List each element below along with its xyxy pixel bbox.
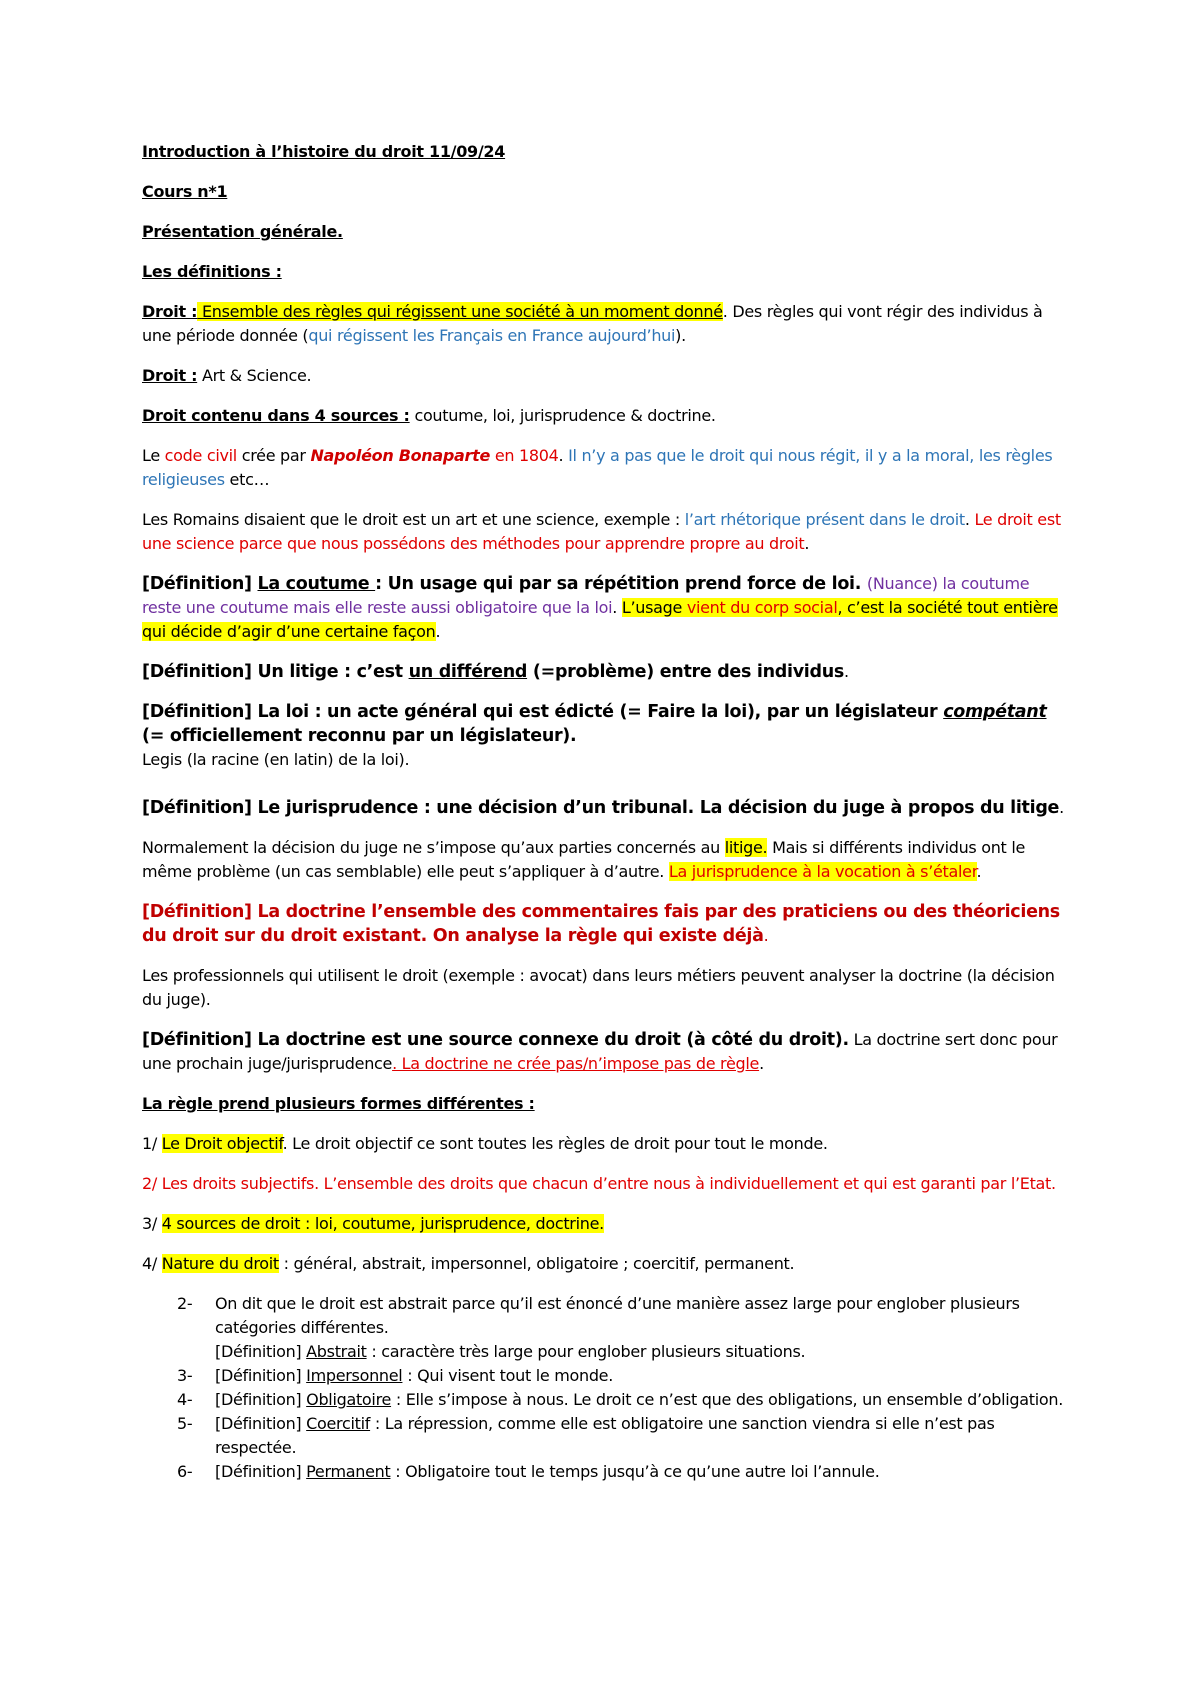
- paragraph-romains: Les Romains disaient que le droit est un art et une science, exemple : l’art rhétorique présent dans le droit. Le droit est une science parce que nous possédons des méthodes pour apprendre propre au droit.: [142, 510, 1061, 553]
- list-item: 5- [Définition] Coercitif : La répression, comme elle est obligatoire une sanction viendra si elle n’est pas respectée.: [177, 1414, 995, 1457]
- paragraph-decision-juge: Normalement la décision du juge ne s’impose qu’aux parties concernés au litige. Mais si différents individus ont le même problème (un cas semblable) elle peut s’appliquer à d’autre. La jurisprudence à la vocation à s’étaler.: [142, 838, 1026, 881]
- course-number: Cours n*1: [142, 182, 228, 201]
- section-definitions: Les définitions :: [142, 262, 282, 281]
- list-sources: 3/ 4 sources de droit : loi, coutume, jurisprudence, doctrine.: [142, 1214, 604, 1233]
- paragraph-droit-art: Droit : Art & Science.: [142, 366, 312, 385]
- definition-loi: [Définition] La loi : un acte général qui est édicté (= Faire la loi), par un législateur compétant (= officiellement reconnu par un législateur). Legis (la racine (en latin) de la loi).: [142, 702, 1047, 769]
- definition-litige: [Définition] Un litige : c’est un différend (=problème) entre des individus.: [142, 662, 849, 682]
- list-nature: 4/ Nature du droit : général, abstrait, impersonnel, obligatoire ; coercitif, permanent.: [142, 1254, 795, 1273]
- list-droits-subjectifs: 2/ Les droits subjectifs. L’ensemble des droits que chacun d’entre nous à individuellement et qui est garanti par l’Etat.: [142, 1174, 1056, 1193]
- list-item: 4- [Définition] Obligatoire : Elle s’impose à nous. Le droit ce n’est que des obligations, un ensemble d’obligation.: [177, 1390, 1064, 1409]
- definition-jurisprudence: [Définition] Le jurisprudence : une décision d’un tribunal. La décision du juge à propos du litige.: [142, 798, 1064, 818]
- list-item: 6- [Définition] Permanent : Obligatoire tout le temps jusqu’à ce qu’une autre loi l’annule.: [177, 1462, 880, 1481]
- paragraph-droit-definition: Droit : Ensemble des règles qui régissent une société à un moment donné. Des règles qui vont régir des individus à une période donnée (qui régissent les Français en France aujourd’hui).: [142, 302, 1043, 345]
- numbered-list: [142, 1292, 1070, 1484]
- list-item: 2- On dit que le droit est abstrait parce qu’il est énoncé d’une manière assez large pour englober plusieurs catégories différentes.: [177, 1294, 1020, 1337]
- paragraph-professionnels: Les professionnels qui utilisent le droit (exemple : avocat) dans leurs métiers peuvent analyser la doctrine (la décision du juge).: [142, 966, 1055, 1009]
- doc-title: Introduction à l’histoire du droit 11/09/24: [142, 142, 506, 161]
- definition-doctrine-source: [Définition] La doctrine est une source connexe du droit (à côté du droit). La doctrine sert donc pour une prochain juge/jurisprudence. La doctrine ne crée pas/n’impose pas de règle.: [142, 1030, 1058, 1073]
- list-item: 3- [Définition] Impersonnel : Qui visent tout le monde.: [177, 1366, 613, 1385]
- definition-coutume: [Définition] La coutume : Un usage qui par sa répétition prend force de loi. (Nuance) la coutume reste une coutume mais elle reste aussi obligatoire que la loi. L’usage vient du corp social, c’est la société tout entière qui décide d’agir d’une certaine façon.: [142, 574, 1058, 641]
- paragraph-sources: Droit contenu dans 4 sources : coutume, loi, jurisprudence & doctrine.: [142, 406, 716, 425]
- section-presentation: Présentation générale.: [142, 222, 343, 241]
- list-item: [Définition] Abstrait : caractère très large pour englober plusieurs situations.: [215, 1342, 806, 1361]
- paragraph-code-civil: Le code civil crée par Napoléon Bonaparte en 1804. Il n’y a pas que le droit qui nous régit, il y a la moral, les règles religieuses etc…: [142, 446, 1053, 489]
- definition-doctrine: [Définition] La doctrine l’ensemble des commentaires fais par des praticiens ou des théoriciens du droit sur du droit existant. On analyse la règle qui existe déjà.: [142, 902, 1060, 946]
- section-regle-formes: La règle prend plusieurs formes différentes :: [142, 1094, 535, 1113]
- list-droit-objectif: 1/ Le Droit objectif. Le droit objectif ce sont toutes les règles de droit pour tout le monde.: [142, 1134, 828, 1153]
